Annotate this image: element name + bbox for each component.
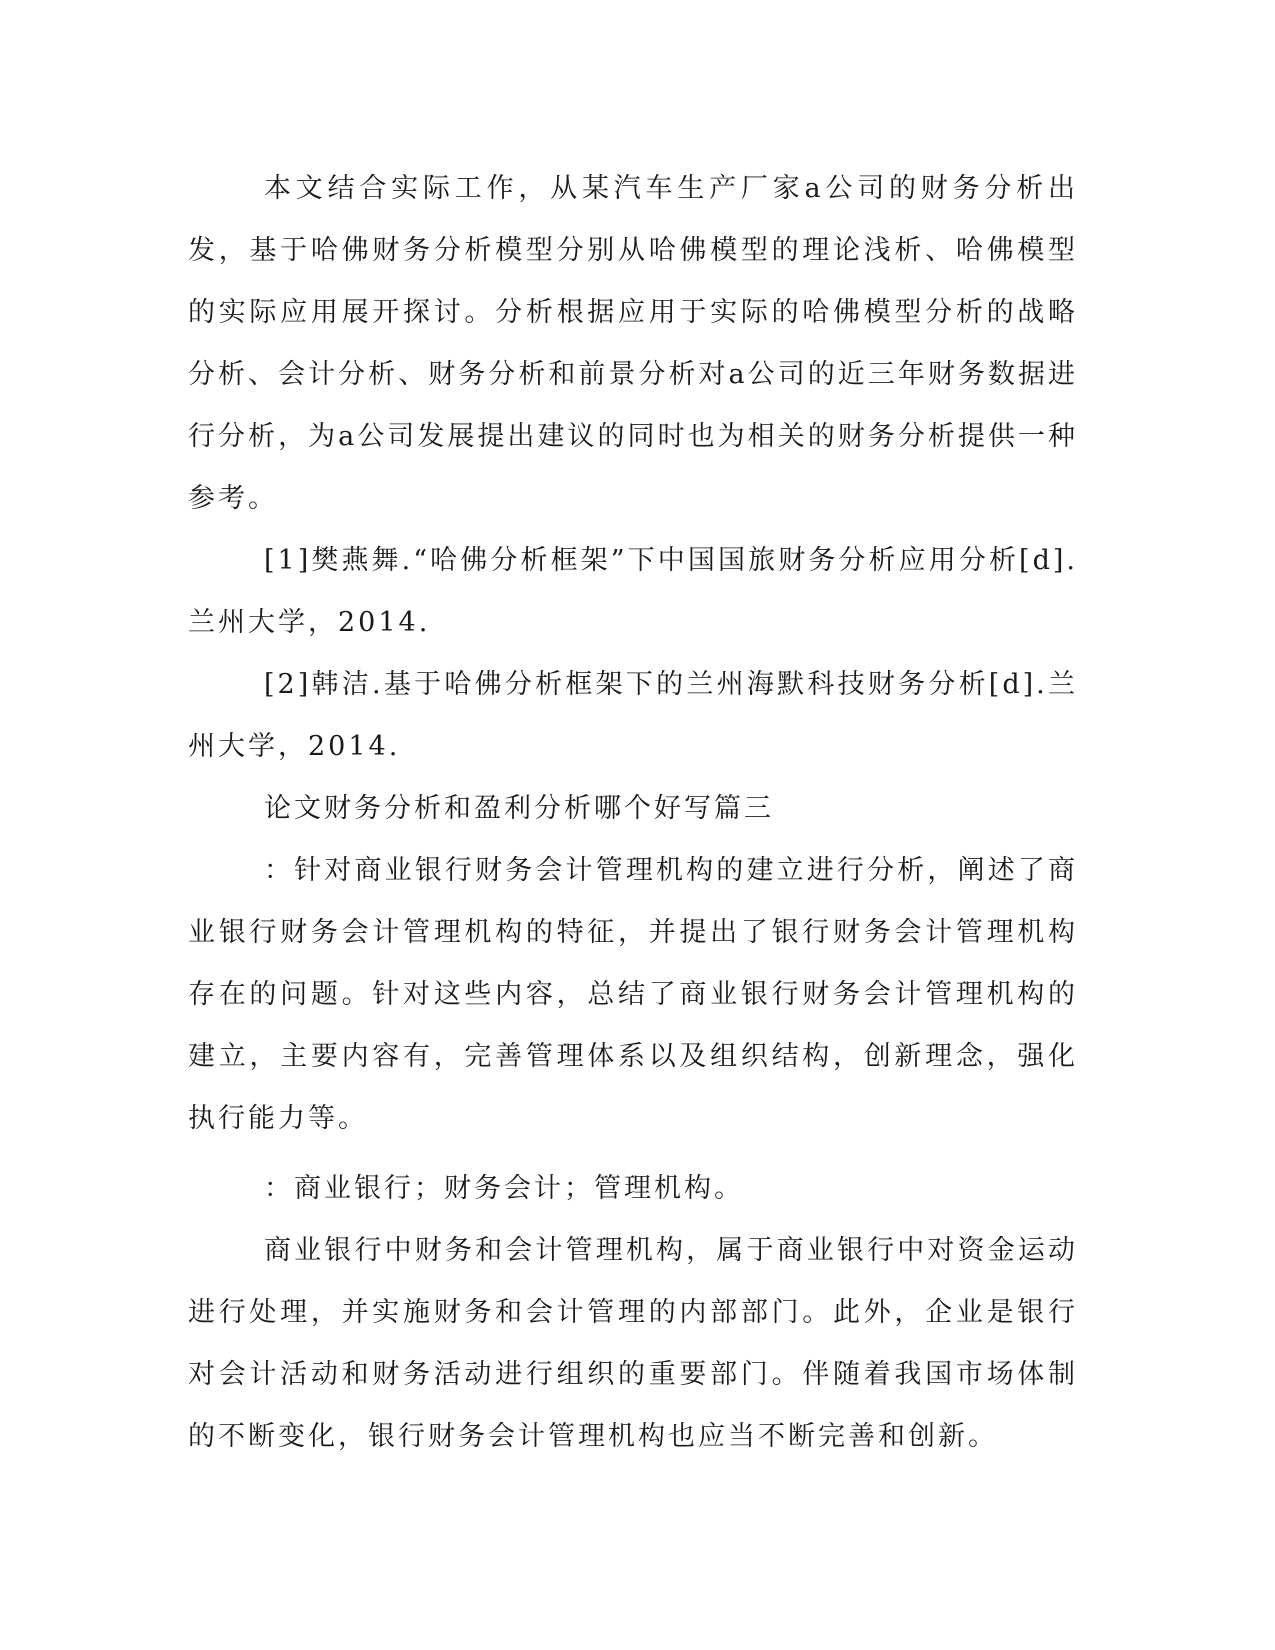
document-body xyxy=(188,158,1078,1468)
reference-1: [1]樊燕舞.“哈佛分析框架”下中国国旅财务分析应用分析[d].兰州大学，2014. xyxy=(188,545,1078,638)
body-paragraph: 商业银行中财务和会计管理机构，属于商业银行中对资金运动进行处理，并实施财务和会计管理的内部部门。此外，企业是银行对会计活动和财务活动进行组织的重要部门。伴随着我国市场体制的不断变化，银行财务会计管理机构也应当不断完善和创新。 xyxy=(188,1235,1078,1452)
section-title: 论文财务分析和盈利分析哪个好写篇三 xyxy=(264,793,774,824)
keywords-paragraph: ：商业银行；财务会计；管理机构。 xyxy=(264,1173,744,1204)
reference-2: [2]韩洁.基于哈佛分析框架下的兰州海默科技财务分析[d].兰州大学，2014. xyxy=(188,669,1078,762)
intro-paragraph: 本文结合实际工作，从某汽车生产厂家a公司的财务分析出发，基于哈佛财务分析模型分别从哈佛模型的理论浅析、哈佛模型的实际应用展开探讨。分析根据应用于实际的哈佛模型分析的战略分析、会计分析、财务分析和前景分析对a公司的近三年财务数据进行分析，为a公司发展提出建议的同时也为相关的财务分析提供一种参考。 xyxy=(188,173,1078,514)
abstract-paragraph: ：针对商业银行财务会计管理机构的建立进行分析，阐述了商业银行财务会计管理机构的特征，并提出了银行财务会计管理机构存在的问题。针对这些内容，总结了商业银行财务会计管理机构的建立，主要内容有，完善管理体系以及组织结构，创新理念，强化执行能力等。 xyxy=(188,855,1078,1134)
paragraph-spacer xyxy=(188,1150,1078,1158)
